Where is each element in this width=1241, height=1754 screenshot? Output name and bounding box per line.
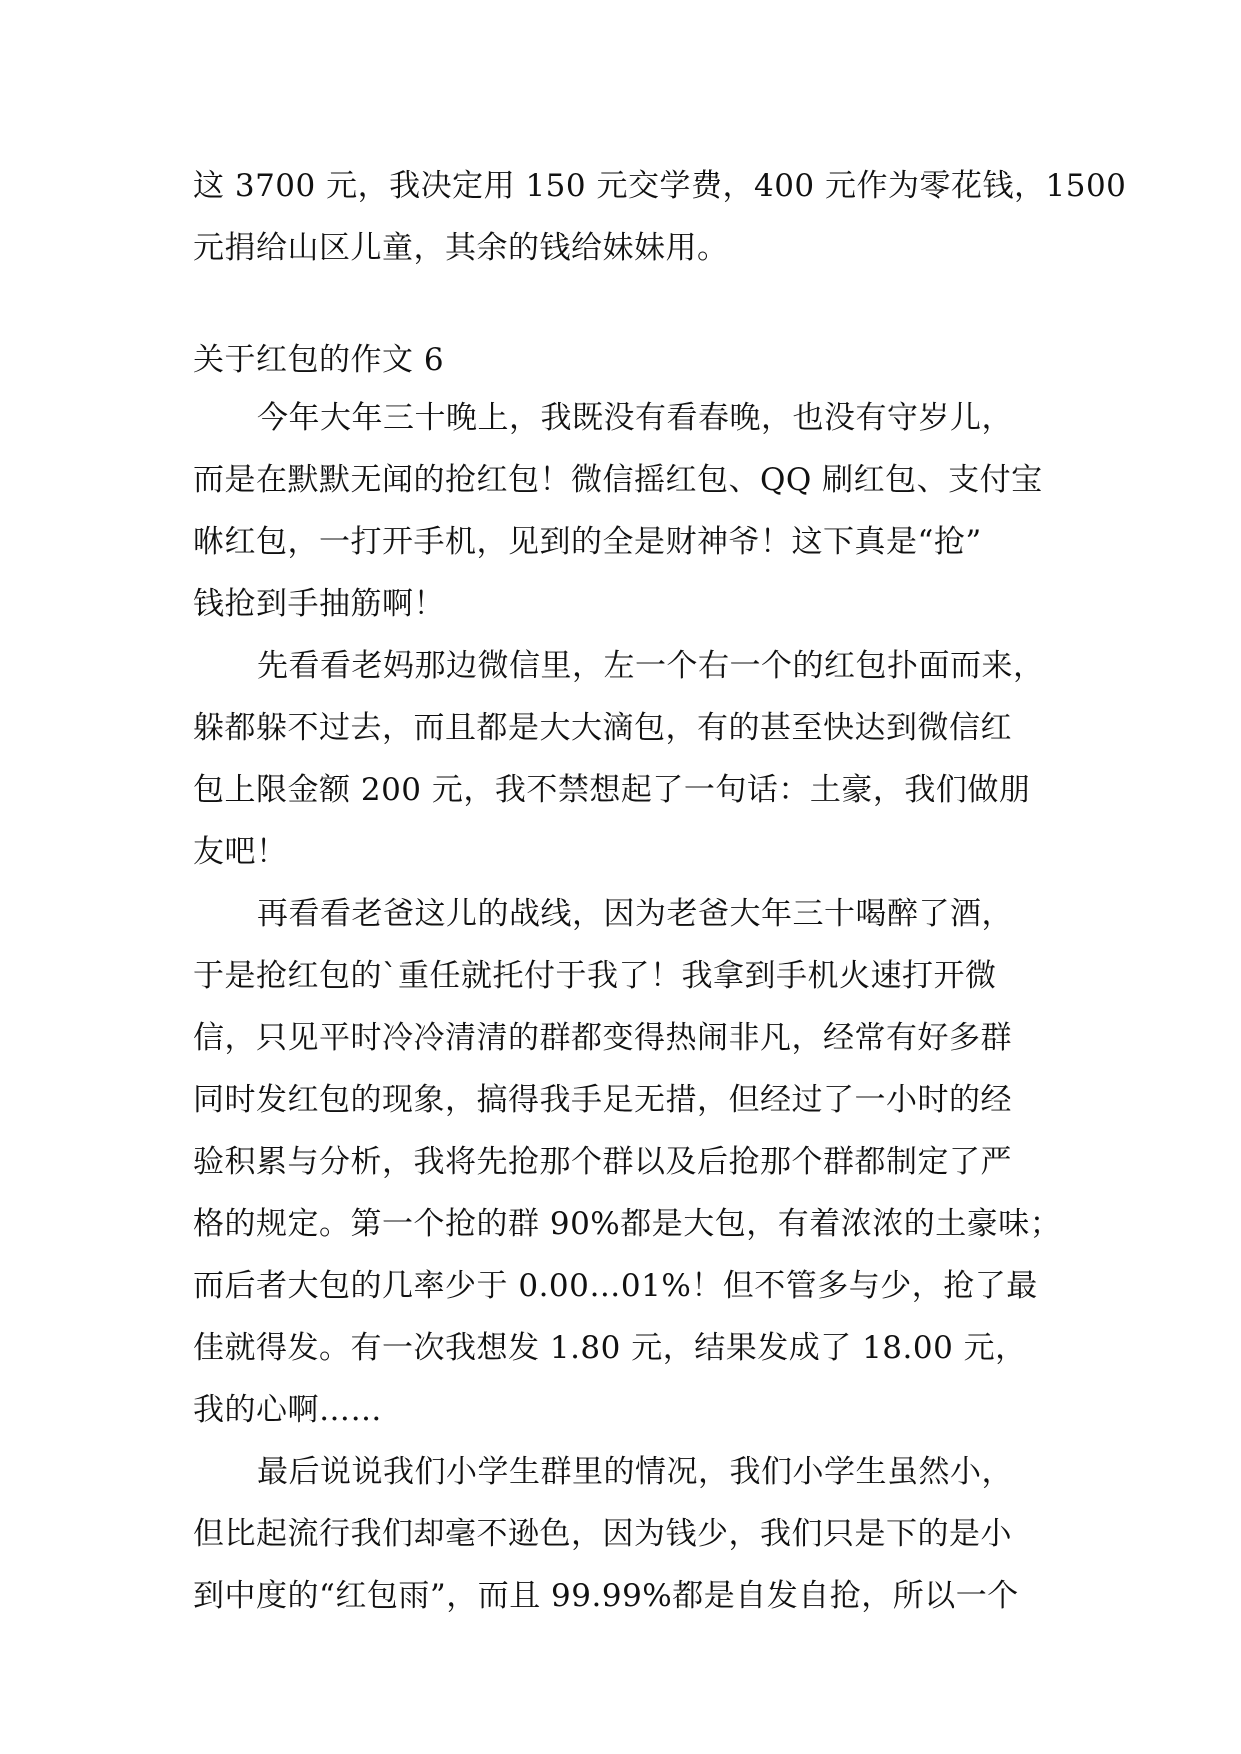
paragraph-line: 同时发红包的现象，搞得我手足无措，但经过了一小时的经: [193, 1082, 1012, 1118]
paragraph-line: 我的心啊……: [193, 1392, 382, 1428]
paragraph-line: 到中度的“红包雨”，而且 99.99%都是自发自抢，所以一个: [193, 1578, 1019, 1614]
paragraph-line: 而是在默默无闻的抢红包！微信摇红包、QQ 刷红包、支付宝: [193, 462, 1043, 498]
section-title: 关于红包的作文 6: [193, 342, 445, 378]
paragraph-line: 今年大年三十晚上，我既没有看春晚，也没有守岁儿，: [257, 400, 1013, 436]
paragraph-line: 友吧！: [193, 834, 288, 870]
paragraph-line: 于是抢红包的`重任就托付于我了！我拿到手机火速打开微: [193, 958, 997, 994]
paragraph-line: 格的规定。第一个抢的群 90%都是大包，有着浓浓的土豪味；: [193, 1206, 1062, 1242]
text-line: 元捐给山区儿童，其余的钱给妹妹用。: [193, 230, 729, 266]
paragraph-line: 包上限金额 200 元，我不禁想起了一句话：土豪，我们做朋: [193, 772, 1031, 808]
paragraph-line: 躲都躲不过去，而且都是大大滴包，有的甚至快达到微信红: [193, 710, 1012, 746]
paragraph-line: 佳就得发。有一次我想发 1.80 元，结果发成了 18.00 元，: [193, 1330, 1027, 1366]
paragraph-line: 验积累与分析，我将先抢那个群以及后抢那个群都制定了严: [193, 1144, 1012, 1180]
paragraph-line: 最后说说我们小学生群里的情况，我们小学生虽然小，: [257, 1454, 1013, 1490]
paragraph-line: 咻红包，一打开手机，见到的全是财神爷！这下真是“抢”: [193, 524, 982, 560]
paragraph-line: 信，只见平时冷冷清清的群都变得热闹非凡，经常有好多群: [193, 1020, 1012, 1056]
paragraph-line: 先看看老妈那边微信里，左一个右一个的红包扑面而来，: [257, 648, 1045, 684]
text-line: 这 3700 元，我决定用 150 元交学费，400 元作为零花钱，1500: [193, 168, 1127, 204]
paragraph-line: 再看看老爸这儿的战线，因为老爸大年三十喝醉了酒，: [257, 896, 1013, 932]
paragraph-line: 而后者大包的几率少于 0.00…01%！但不管多与少，抢了最: [193, 1268, 1038, 1304]
paragraph-line: 钱抢到手抽筋啊！: [193, 586, 445, 622]
paragraph-line: 但比起流行我们却毫不逊色，因为钱少，我们只是下的是小: [193, 1516, 1012, 1552]
